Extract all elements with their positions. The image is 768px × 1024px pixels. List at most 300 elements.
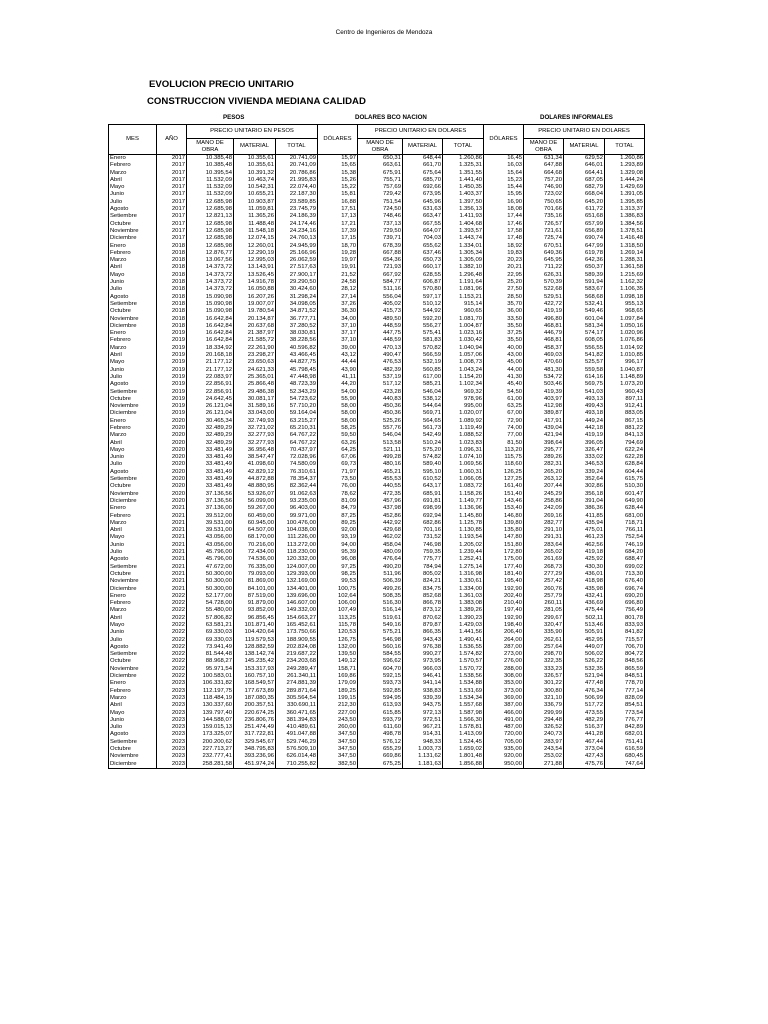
cell-material: 329.545,67	[234, 739, 276, 746]
cell-material-bco: 673,95	[403, 191, 443, 198]
cell-mano-obra-bco: 415,73	[358, 308, 403, 315]
cell-dolares-inf: 36,00	[484, 308, 524, 315]
cell-mano-obra-bco: 678,39	[358, 243, 403, 250]
cell-total: 99.971,00	[276, 513, 318, 520]
cell-mano-obra-inf: 469,03	[524, 352, 564, 359]
cell-ano: 2023	[157, 710, 187, 717]
cell-mano-obra: 10.385,48	[187, 155, 234, 163]
cell-material-inf: 656,89	[564, 228, 605, 235]
cell-total: 63.215,27	[276, 418, 318, 425]
cell-mano-obra-bco: 452,86	[358, 513, 403, 520]
cell-mano-obra-bco: 584,55	[358, 651, 403, 658]
cell-ano: 2021	[157, 534, 187, 541]
cell-material-inf: 664,41	[564, 170, 605, 177]
cell-total: 82.362,44	[276, 483, 318, 490]
cell-dolares-bco: 67,06	[318, 454, 358, 461]
cell-total-bco: 1.570,72	[443, 666, 484, 673]
cell-mano-obra-inf: 207,44	[524, 483, 564, 490]
cell-ano: 2018	[157, 250, 187, 257]
cell-ano: 2021	[157, 520, 187, 527]
cell-mes: Diciembre	[109, 586, 157, 593]
cell-material: 10.655,21	[234, 191, 276, 198]
cell-mano-obra: 33.481,49	[187, 476, 234, 483]
cell-mes: Junio	[109, 454, 157, 461]
cell-total: 91.062,63	[276, 491, 318, 498]
cell-mano-obra-bco: 525,26	[358, 418, 403, 425]
cell-mano-obra: 54.728,00	[187, 600, 234, 607]
cell-material-inf: 419,18	[564, 549, 605, 556]
cell-dolares-inf: 161,40	[484, 483, 524, 490]
cell-material: 451.974,24	[234, 761, 276, 769]
cell-dolares-inf: 15,23	[484, 177, 524, 184]
cell-dolares-bco: 78,62	[318, 491, 358, 498]
cell-mano-obra-bco: 440,83	[358, 396, 403, 403]
cell-total: 20.741,09	[276, 162, 318, 169]
cell-material-inf: 601,04	[564, 316, 605, 323]
cell-material-inf: 477,48	[564, 680, 605, 687]
cell-ano: 2022	[157, 644, 187, 651]
table-row	[109, 316, 645, 323]
cell-mes: Setiembre	[109, 213, 157, 220]
cell-dolares-bco: 347,50	[318, 746, 358, 753]
cell-material: 68.170,00	[234, 534, 276, 541]
cell-mano-obra-inf: 412,98	[524, 403, 564, 410]
cell-total-bco: 1.023,16	[443, 330, 484, 337]
cell-material-bco: 589,40	[403, 461, 443, 468]
cell-material-bco: 976,38	[403, 644, 443, 651]
cell-mano-obra: 33.481,49	[187, 461, 234, 468]
cell-material: 81.869,00	[234, 578, 276, 585]
cell-mano-obra: 144.588,07	[187, 717, 234, 724]
cell-total: 45.798,45	[276, 367, 318, 374]
cell-mano-obra-inf: 446,79	[524, 330, 564, 337]
cell-material: 104.420,64	[234, 629, 276, 636]
cell-material-bco: 610,52	[403, 476, 443, 483]
cell-total-inf: 883,05	[605, 410, 645, 417]
cell-dolares-inf: 41,30	[484, 374, 524, 381]
cell-material-bco: 990,27	[403, 651, 443, 658]
cell-mano-obra-bco: 442,92	[358, 520, 403, 527]
cell-material-inf: 608,05	[564, 337, 605, 344]
cell-mano-obra-bco: 429,68	[358, 527, 403, 534]
cell-mano-obra-inf: 664,68	[524, 170, 564, 177]
cell-material: 13.143,91	[234, 264, 276, 271]
cell-dolares-inf: 43,00	[484, 352, 524, 359]
cell-dolares-bco: 15,22	[318, 184, 358, 191]
cell-mano-obra: 26.121,04	[187, 410, 234, 417]
cell-dolares-inf: 16,45	[484, 155, 524, 163]
cell-material-bco: 943,43	[403, 637, 443, 644]
cell-total: 132.169,00	[276, 578, 318, 585]
cell-ano: 2021	[157, 578, 187, 585]
cell-mano-obra: 33.481,49	[187, 454, 234, 461]
cell-mes: Mayo	[109, 359, 157, 366]
cell-dolares-bco: 37,17	[318, 330, 358, 337]
cell-ano: 2021	[157, 527, 187, 534]
cell-mano-obra-bco: 721,93	[358, 264, 403, 271]
cell-ano: 2022	[157, 673, 187, 680]
cell-mano-obra: 16.642,84	[187, 316, 234, 323]
cell-material-bco: 746,98	[403, 542, 443, 549]
cell-material-inf: 482,29	[564, 717, 605, 724]
cell-ano: 2017	[157, 199, 187, 206]
cell-mano-obra-inf: 295,77	[524, 447, 564, 454]
cell-material-bco: 873,12	[403, 607, 443, 614]
cell-mes: Mayo	[109, 710, 157, 717]
cell-dolares-inf: 210,40	[484, 600, 524, 607]
cell-mano-obra-bco: 667,88	[358, 250, 403, 257]
cell-total-bco: 1.239,44	[443, 549, 484, 556]
table-row	[109, 410, 645, 417]
cell-ano: 2017	[157, 184, 187, 191]
cell-mes: Setiembre	[109, 651, 157, 658]
cell-mes: Diciembre	[109, 498, 157, 505]
table-row	[109, 607, 645, 614]
cell-dolares-bco: 99,53	[318, 578, 358, 585]
cell-dolares-bco: 43,90	[318, 367, 358, 374]
cell-material-inf: 690,74	[564, 235, 605, 242]
cell-mano-obra-inf: 645,95	[524, 257, 564, 264]
cell-total: 360.471,65	[276, 710, 318, 717]
table-row	[109, 644, 645, 651]
table-row	[109, 177, 645, 184]
cell-total-bco: 1.305,09	[443, 257, 484, 264]
table-row	[109, 199, 645, 206]
cell-total-inf: 778,70	[605, 680, 645, 687]
cell-total: 22.187,30	[276, 191, 318, 198]
table-header	[109, 125, 645, 155]
cell-total: 59.164,04	[276, 410, 318, 417]
cell-mano-obra-inf: 322,35	[524, 658, 564, 665]
table-row	[109, 162, 645, 169]
cell-material: 236.806,76	[234, 717, 276, 724]
cell-mano-obra-bco: 737,13	[358, 221, 403, 228]
cell-total-bco: 1.397,50	[443, 199, 484, 206]
cell-ano: 2021	[157, 564, 187, 571]
cell-material-bco: 645,96	[403, 199, 443, 206]
cell-total-inf: 676,40	[605, 578, 645, 585]
cell-total-inf: 681,00	[605, 513, 645, 520]
table-row	[109, 651, 645, 658]
cell-total-bco: 1.389,26	[443, 607, 484, 614]
cell-mano-obra: 39.531,00	[187, 527, 234, 534]
cell-mes: Abril	[109, 527, 157, 534]
cell-total-inf: 1.014,92	[605, 345, 645, 352]
cell-total: 36.777,71	[276, 316, 318, 323]
cell-mano-obra-bco: 669,86	[358, 753, 403, 760]
cell-mano-obra-inf: 301,22	[524, 680, 564, 687]
cell-material: 32.721,02	[234, 425, 276, 432]
cell-mano-obra-inf: 522,68	[524, 286, 564, 293]
cell-ano: 2021	[157, 571, 187, 578]
cell-dolares-bco: 17,21	[318, 221, 358, 228]
cell-total-inf: 766,11	[605, 527, 645, 534]
cell-material-inf: 516,37	[564, 724, 605, 731]
table-row	[109, 294, 645, 301]
cell-mano-obra: 47.672,00	[187, 564, 234, 571]
cell-mano-obra-inf: 398,64	[524, 440, 564, 447]
cell-dolares-bco: 58,00	[318, 410, 358, 417]
cell-total: 37.280,52	[276, 323, 318, 330]
cell-total: 118.230,00	[276, 549, 318, 556]
cell-material-bco: 532,19	[403, 359, 443, 366]
cell-dolares-inf: 18,92	[484, 243, 524, 250]
cell-material-bco: 759,35	[403, 549, 443, 556]
cell-total-inf: 1.395,85	[605, 199, 645, 206]
cell-material: 60.459,00	[234, 513, 276, 520]
cell-mes: Octubre	[109, 746, 157, 753]
cell-dolares-inf: 67,00	[484, 410, 524, 417]
cell-mano-obra-bco: 450,36	[358, 403, 403, 410]
cell-mano-obra: 50.300,00	[187, 586, 234, 593]
table-row	[109, 374, 645, 381]
cell-dolares-bco: 149,12	[318, 658, 358, 665]
cell-total-inf: 848,51	[605, 673, 645, 680]
cell-mes: Mayo	[109, 272, 157, 279]
cell-mes: Diciembre	[109, 323, 157, 330]
table-row	[109, 418, 645, 425]
cell-material: 25.866,48	[234, 381, 276, 388]
cell-mano-obra-bco: 593,73	[358, 680, 403, 687]
cell-dolares-inf: 19,83	[484, 250, 524, 257]
cell-material-bco: 967,21	[403, 724, 443, 731]
cell-material: 12.074,15	[234, 235, 276, 242]
cell-mano-obra-inf: 299,67	[524, 615, 564, 622]
cell-dolares-inf: 81,50	[484, 440, 524, 447]
cell-mes: Octubre	[109, 221, 157, 228]
cell-total: 330.690,11	[276, 702, 318, 709]
cell-mano-obra-inf: 257,79	[524, 593, 564, 600]
cell-material-bco: 685,91	[403, 491, 443, 498]
cell-mano-obra: 15.090,98	[187, 294, 234, 301]
cell-total: 410.489,61	[276, 724, 318, 731]
cell-ano: 2018	[157, 272, 187, 279]
cell-ano: 2023	[157, 724, 187, 731]
cell-total-inf: 1.293,89	[605, 162, 645, 169]
cell-mano-obra-inf: 283,97	[524, 739, 564, 746]
cell-dolares-inf: 935,00	[484, 746, 524, 753]
cell-total-inf: 1.097,84	[605, 316, 645, 323]
cell-total-bco: 1.149,77	[443, 498, 484, 505]
col-header-total-bco: TOTAL	[443, 139, 484, 155]
cell-mano-obra-inf: 746,90	[524, 184, 564, 191]
cell-material-inf: 668,04	[564, 191, 605, 198]
table-row	[109, 440, 645, 447]
cell-dolares-inf: 950,00	[484, 761, 524, 769]
cell-mano-obra-bco: 537,19	[358, 374, 403, 381]
cell-total: 64.767,22	[276, 432, 318, 439]
cell-mano-obra-bco: 549,16	[358, 622, 403, 629]
cell-total-bco: 1.030,42	[443, 337, 484, 344]
cell-mano-obra: 39.531,00	[187, 520, 234, 527]
cell-material-inf: 467,44	[564, 739, 605, 746]
cell-mano-obra-bco: 546,98	[358, 637, 403, 644]
cell-mano-obra-inf: 269,16	[524, 513, 564, 520]
cell-mano-obra-inf: 626,31	[524, 272, 564, 279]
cell-total: 219.687,22	[276, 651, 318, 658]
cell-mano-obra: 12.685,98	[187, 228, 234, 235]
cell-mano-obra: 16.642,84	[187, 337, 234, 344]
cell-mano-obra: 15.090,98	[187, 301, 234, 308]
cell-material-inf: 441,28	[564, 731, 605, 738]
col-header-mano-obra-bco: MANO DE OBRA	[358, 139, 403, 155]
cell-material-inf: 461,23	[564, 534, 605, 541]
cell-mano-obra-inf: 725,74	[524, 235, 564, 242]
cell-mano-obra: 12.685,98	[187, 199, 234, 206]
cell-total-inf: 752,54	[605, 534, 645, 541]
cell-mano-obra-inf: 711,22	[524, 264, 564, 271]
cell-mano-obra-bco: 724,50	[358, 206, 403, 213]
cell-dolares-inf: 487,00	[484, 724, 524, 731]
cell-mes: Noviembre	[109, 753, 157, 760]
cell-dolares-inf: 72,90	[484, 418, 524, 425]
cell-mes: Enero	[109, 680, 157, 687]
cell-mano-obra: 37.136,56	[187, 498, 234, 505]
cell-total-bco: 1.429,03	[443, 622, 484, 629]
cell-material-inf: 541,03	[564, 389, 605, 396]
cell-material: 16.207,26	[234, 294, 276, 301]
cell-total-bco: 1.008,73	[443, 359, 484, 366]
cell-total-inf: 841,13	[605, 432, 645, 439]
cell-total-bco: 1.450,35	[443, 184, 484, 191]
cell-mano-obra: 26.121,04	[187, 403, 234, 410]
cell-total: 74.580,09	[276, 461, 318, 468]
cell-total-bco: 960,65	[443, 308, 484, 315]
cell-total-bco: 1.193,54	[443, 534, 484, 541]
cell-material-inf: 391,04	[564, 498, 605, 505]
cell-material-bco: 698,99	[403, 505, 443, 512]
cell-total-inf: 1.076,86	[605, 337, 645, 344]
cell-dolares-bco: 37,10	[318, 337, 358, 344]
cell-mano-obra: 10.385,48	[187, 162, 234, 169]
cell-ano: 2017	[157, 162, 187, 169]
cell-material-bco: 538,12	[403, 396, 443, 403]
cell-mano-obra-inf: 534,72	[524, 374, 564, 381]
cell-mano-obra: 112.197,75	[187, 688, 234, 695]
cell-ano: 2023	[157, 717, 187, 724]
cell-ano: 2018	[157, 243, 187, 250]
table-row	[109, 155, 645, 163]
cell-material: 25.365,01	[234, 374, 276, 381]
cell-mes: Abril	[109, 702, 157, 709]
cell-total-inf: 622,28	[605, 454, 645, 461]
cell-ano: 2021	[157, 556, 187, 563]
cell-total-bco: 1.393,57	[443, 228, 484, 235]
cell-material-inf: 611,72	[564, 206, 605, 213]
table-row	[109, 534, 645, 541]
cell-material-inf: 614,16	[564, 374, 605, 381]
cell-total: 146.607,00	[276, 600, 318, 607]
cell-total-inf: 1.106,35	[605, 286, 645, 293]
cell-total: 64.767,22	[276, 440, 318, 447]
cell-mes: Mayo	[109, 622, 157, 629]
cell-dolares-inf: 135,80	[484, 527, 524, 534]
cell-total-bco: 1.004,87	[443, 323, 484, 330]
cell-material: 138.142,74	[234, 651, 276, 658]
cell-material: 32.277,93	[234, 440, 276, 447]
cell-mano-obra-bco: 482,39	[358, 367, 403, 374]
cell-dolares-bco: 19,28	[318, 250, 358, 257]
cell-material-bco: 660,17	[403, 264, 443, 271]
table-row	[109, 483, 645, 490]
cell-total-bco: 1.325,31	[443, 162, 484, 169]
cell-ano: 2018	[157, 264, 187, 271]
cell-mano-obra: 50.300,00	[187, 571, 234, 578]
cell-material: 31.589,16	[234, 403, 276, 410]
cell-ano: 2023	[157, 739, 187, 746]
cell-mano-obra-bco: 576,12	[358, 739, 403, 746]
cell-material-inf: 435,98	[564, 586, 605, 593]
cell-material-bco: 866,35	[403, 629, 443, 636]
cell-dolares-inf: 27,50	[484, 286, 524, 293]
cell-total-inf: 747,64	[605, 761, 645, 769]
cell-material-bco: 655,62	[403, 243, 443, 250]
cell-total-inf: 1.215,69	[605, 272, 645, 279]
cell-ano: 2023	[157, 680, 187, 687]
cell-material-bco: 834,75	[403, 586, 443, 593]
cell-material: 21.585,72	[234, 337, 276, 344]
cell-ano: 2019	[157, 345, 187, 352]
cell-mano-obra: 69.330,03	[187, 629, 234, 636]
table-row	[109, 520, 645, 527]
cell-material-bco: 685,70	[403, 177, 443, 184]
table-row	[109, 461, 645, 468]
cell-material-bco: 731,52	[403, 534, 443, 541]
cell-material-inf: 559,58	[564, 367, 605, 374]
cell-mano-obra: 52.177,00	[187, 593, 234, 600]
cell-material: 24.621,33	[234, 367, 276, 374]
cell-total-bco: 1.413,09	[443, 731, 484, 738]
cell-mano-obra: 16.642,84	[187, 323, 234, 330]
cell-mano-obra-inf: 282,31	[524, 461, 564, 468]
cell-ano: 2017	[157, 213, 187, 220]
cell-mano-obra-inf: 439,04	[524, 425, 564, 432]
cell-mano-obra-bco: 663,61	[358, 162, 403, 169]
cell-material-bco: 870,62	[403, 615, 443, 622]
cell-ano: 2019	[157, 389, 187, 396]
cell-material: 59.267,00	[234, 505, 276, 512]
cell-total-inf: 968,65	[605, 308, 645, 315]
cell-material-inf: 418,98	[564, 578, 605, 585]
cell-material: 70.216,00	[234, 542, 276, 549]
cell-mes: Abril	[109, 264, 157, 271]
table-row	[109, 367, 645, 374]
cell-mano-obra-inf: 649,36	[524, 250, 564, 257]
cell-mano-obra: 14.373,72	[187, 264, 234, 271]
cell-total-inf: 1.073,20	[605, 381, 645, 388]
cell-total-bco: 1.351,55	[443, 170, 484, 177]
cell-total-inf: 1.329,08	[605, 170, 645, 177]
cell-mano-obra-inf: 470,60	[524, 359, 564, 366]
cell-mano-obra-bco: 654,36	[358, 257, 403, 264]
cell-material: 16.050,88	[234, 286, 276, 293]
cell-total: 24.174,46	[276, 221, 318, 228]
cell-mano-obra-bco: 405,02	[358, 301, 403, 308]
cell-mano-obra-inf: 261,69	[524, 556, 564, 563]
cell-total-inf: 1.444,24	[605, 177, 645, 184]
cell-mano-obra-inf: 268,73	[524, 564, 564, 571]
cell-material-bco: 561,73	[403, 425, 443, 432]
col-header-material-bco: MATERIAL	[403, 139, 443, 155]
cell-mano-obra-inf: 750,65	[524, 199, 564, 206]
cell-dolares-inf: 35,50	[484, 323, 524, 330]
table-row	[109, 527, 645, 534]
cell-material-bco: 972,51	[403, 717, 443, 724]
cell-mano-obra-bco: 615,85	[358, 710, 403, 717]
cell-mano-obra: 118.484,19	[187, 695, 234, 702]
cell-mano-obra: 106.331,82	[187, 680, 234, 687]
table-row	[109, 250, 645, 257]
